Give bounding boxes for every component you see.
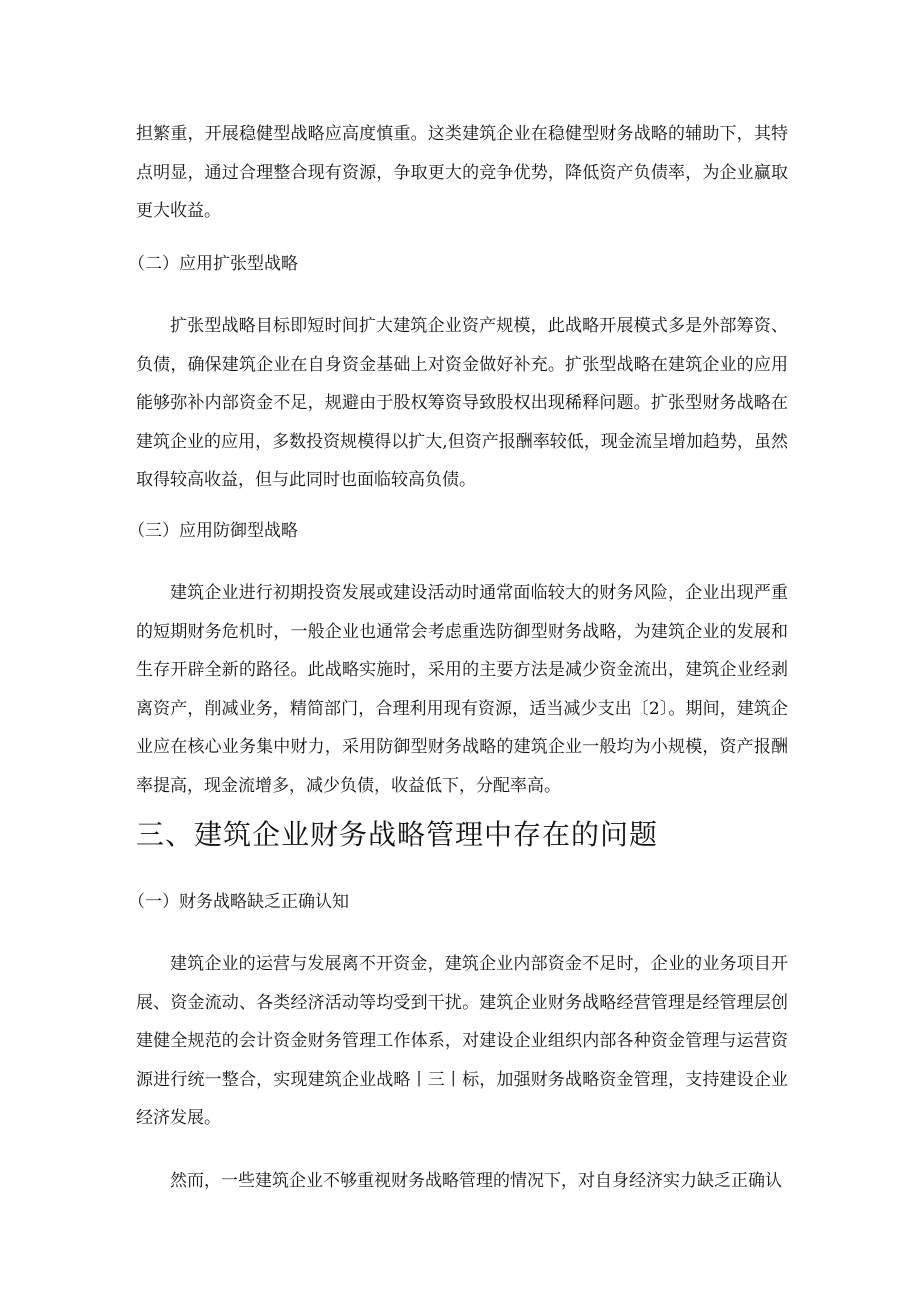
paragraph-capital-importance: 建筑企业的运营与发展离不开资金，建筑企业内部资金不足时，企业的业务项目开展、资金流动、各类经济活动等均受到干扰。建筑企业财务战略经营管理是经管理层创建健全规范的会计资金财务管理工作体系，对建设企业组织内部各种资金管理与运营资源进行统一整合，实现建筑企业战略丨三丨标，加强财务战略资金管理，支持建设企业经济发展。 xyxy=(136,954,788,1129)
subheading-lack-of-cognition: （一）财务战略缺乏正确认知 xyxy=(128,892,349,912)
paragraph-defensive-strategy: 建筑企业进行初期投资发展或建设活动时通常面临较大的财务风险，企业出现严重的短期财务危机时，一般企业也通常会考虑重选防御型财务战略，为建筑企业的发展和生存开辟全新的路径。此战略实施时，采用的主要方法是减少资金流出，建筑企业经剥离资产，削减业务，精简部门，合理利用现有资源，适当减少支出〔2〕。期间，建筑企业应在核心业务集中财力，采用防御型财务战略的建筑企业一般均为小规模，资产报酬率提高，现金流增多，减少负债，收益低下，分配率高。 xyxy=(136,583,788,796)
subheading-expansion-strategy: （二）应用扩张型战略 xyxy=(128,254,298,274)
section-heading-problems: 三、建筑企业财务战略管理中存在的问题 xyxy=(136,818,659,851)
paragraph-stable-strategy: 担繁重，开展稳健型战略应高度慎重。这类建筑企业在稳健型财务战略的辅助下，其特点明显，通过合理整合现有资源，争取更大的竞争优势，降低资产负债率，为企业赢取更大收益。 xyxy=(136,124,788,222)
paragraph-however: 然而，一些建筑企业不够重视财务战略管理的情况下，对自身经济实力缺乏正确认 xyxy=(170,1171,782,1191)
subheading-defensive-strategy: （三）应用防御型战略 xyxy=(128,521,298,541)
paragraph-expansion-strategy: 扩张型战略目标即短时间扩大建筑企业资产规模，此战略开展模式多是外部筹资、负债，确保建筑企业在自身资金基础上对资金做好补充。扩张型战略在建筑企业的应用能够弥补内部资金不足，规避由于股权筹资导致股权出现稀释问题。扩张型财务战略在建筑企业的应用，多数投资规模得以扩大,但资产报酬率较低，现金流呈增加趋势，虽然取得较高收益，但与此同时也面临较高负债。 xyxy=(136,316,788,491)
